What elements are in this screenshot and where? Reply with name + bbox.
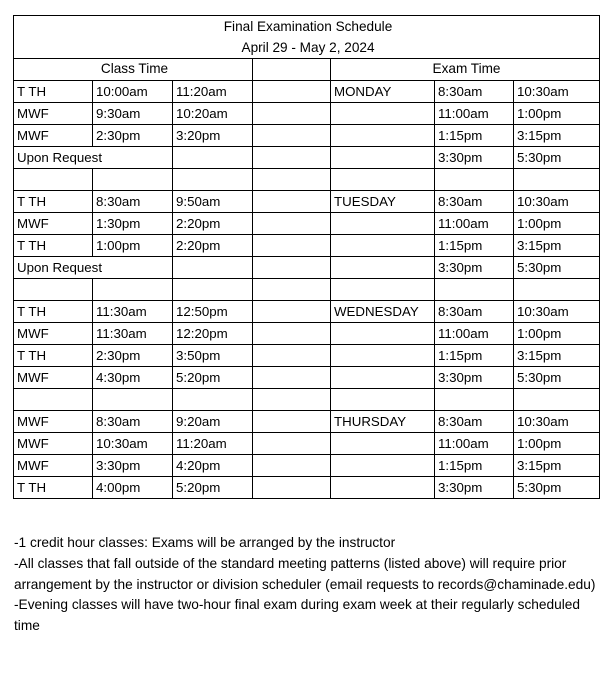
- exam-start-cell: 3:30pm: [435, 367, 514, 389]
- gap-cell: [253, 81, 331, 103]
- class-end-cell: 2:20pm: [173, 235, 253, 257]
- exam-end-cell: 5:30pm: [514, 147, 600, 169]
- class-end-cell: 12:50pm: [173, 301, 253, 323]
- gap-cell: [253, 455, 331, 477]
- exam-day-cell: [331, 125, 435, 147]
- spacer-cell: [435, 169, 514, 191]
- class-start-cell: 11:30am: [93, 301, 173, 323]
- table-row: [14, 257, 600, 279]
- exam-start-cell: 11:00am: [435, 323, 514, 345]
- class-start-cell: 1:00pm: [93, 235, 173, 257]
- class-end-cell: 5:20pm: [173, 367, 253, 389]
- class-pattern-cell: T TH: [14, 191, 93, 213]
- exam-day-cell: [331, 257, 435, 279]
- exam-day-cell: TUESDAY: [331, 191, 435, 213]
- class-pattern-cell: Upon Request: [14, 257, 173, 279]
- class-start-cell: 2:30pm: [93, 345, 173, 367]
- class-pattern-cell: MWF: [14, 367, 93, 389]
- spacer-cell: [93, 279, 173, 301]
- class-start-cell: 2:30pm: [93, 125, 173, 147]
- exam-end-cell: 5:30pm: [514, 257, 600, 279]
- table-row: [14, 81, 600, 103]
- final-exam-schedule-table: [13, 15, 600, 499]
- gap-cell: [253, 433, 331, 455]
- class-start-cell: 8:30am: [93, 411, 173, 433]
- spacer-row: [14, 389, 600, 411]
- exam-day-cell: [331, 455, 435, 477]
- exam-day-cell: [331, 367, 435, 389]
- spacer-cell: [331, 279, 435, 301]
- class-start-cell: 4:00pm: [93, 477, 173, 499]
- gap-cell: [253, 301, 331, 323]
- schedule-table-body: [14, 16, 600, 499]
- exam-end-cell: 1:00pm: [514, 433, 600, 455]
- class-pattern-cell: MWF: [14, 103, 93, 125]
- class-pattern-cell: MWF: [14, 213, 93, 235]
- gap-cell: [253, 477, 331, 499]
- class-pattern-cell: MWF: [14, 411, 93, 433]
- spacer-row: [14, 169, 600, 191]
- class-start-cell: 3:30pm: [93, 455, 173, 477]
- class-start-cell: 8:30am: [93, 191, 173, 213]
- table-row: [14, 147, 600, 169]
- spacer-cell: [93, 169, 173, 191]
- spacer-cell: [173, 389, 253, 411]
- final-exam-schedule-table-wrapper: [13, 15, 599, 499]
- exam-day-cell: THURSDAY: [331, 411, 435, 433]
- exam-end-cell: 1:00pm: [514, 103, 600, 125]
- page-subtitle: April 29 - May 2, 2024: [241, 40, 375, 56]
- exam-end-cell: 1:00pm: [514, 323, 600, 345]
- spacer-cell: [514, 279, 600, 301]
- exam-end-cell: 10:30am: [514, 81, 600, 103]
- gap-cell: [253, 257, 331, 279]
- table-row: [14, 455, 600, 477]
- separator-header-cell: [253, 59, 331, 81]
- exam-day-cell: [331, 147, 435, 169]
- class-end-cell: 3:50pm: [173, 345, 253, 367]
- class-pattern-cell: T TH: [14, 235, 93, 257]
- exam-end-cell: 10:30am: [514, 301, 600, 323]
- table-row: [14, 411, 600, 433]
- class-end-cell: 4:20pm: [173, 455, 253, 477]
- class-pattern-cell: T TH: [14, 81, 93, 103]
- spacer-cell: [253, 279, 331, 301]
- gap-cell: [253, 191, 331, 213]
- class-end-cell: 11:20am: [173, 81, 253, 103]
- exam-day-cell: [331, 213, 435, 235]
- exam-start-cell: 1:15pm: [435, 125, 514, 147]
- note-item: -All classes that fall outside of the standard meeting patterns (listed above) will require prior arrangement by the instructor or division scheduler (email requests to records@chaminade.edu): [14, 555, 596, 592]
- spacer-cell: [14, 389, 93, 411]
- table-row: [14, 323, 600, 345]
- exam-start-cell: 3:30pm: [435, 477, 514, 499]
- exam-day-cell: [331, 103, 435, 125]
- class-start-cell: 10:30am: [93, 433, 173, 455]
- gap-cell: [253, 235, 331, 257]
- schedule-title-cell: [14, 16, 600, 59]
- exam-start-cell: 8:30am: [435, 411, 514, 433]
- table-row: [14, 301, 600, 323]
- exam-end-cell: 5:30pm: [514, 367, 600, 389]
- spacer-cell: [514, 169, 600, 191]
- exam-end-cell: 3:15pm: [514, 235, 600, 257]
- spacer-cell: [253, 389, 331, 411]
- note-item: -Evening classes will have two-hour final exam during exam week at their regularly scheduled time: [14, 597, 581, 634]
- class-end-cell: [173, 147, 253, 169]
- class-pattern-cell: MWF: [14, 433, 93, 455]
- class-start-cell: 9:30am: [93, 103, 173, 125]
- class-end-cell: 3:20pm: [173, 125, 253, 147]
- exam-time-header: Exam Time: [331, 59, 600, 81]
- schedule-group-header-row: [14, 59, 600, 81]
- exam-start-cell: 8:30am: [435, 81, 514, 103]
- exam-start-cell: 3:30pm: [435, 147, 514, 169]
- schedule-title-row: [14, 16, 600, 59]
- gap-cell: [253, 213, 331, 235]
- exam-day-cell: [331, 433, 435, 455]
- spacer-cell: [435, 279, 514, 301]
- table-row: [14, 103, 600, 125]
- class-pattern-cell: T TH: [14, 301, 93, 323]
- exam-start-cell: 11:00am: [435, 103, 514, 125]
- spacer-cell: [331, 389, 435, 411]
- gap-cell: [253, 411, 331, 433]
- spacer-cell: [14, 279, 93, 301]
- class-end-cell: 2:20pm: [173, 213, 253, 235]
- class-start-cell: 1:30pm: [93, 213, 173, 235]
- exam-day-cell: [331, 323, 435, 345]
- gap-cell: [253, 323, 331, 345]
- table-row: [14, 433, 600, 455]
- class-end-cell: 10:20am: [173, 103, 253, 125]
- spacer-cell: [253, 169, 331, 191]
- class-start-cell: 10:00am: [93, 81, 173, 103]
- schedule-notes: [14, 533, 598, 637]
- exam-start-cell: 1:15pm: [435, 235, 514, 257]
- class-pattern-cell: MWF: [14, 455, 93, 477]
- gap-cell: [253, 345, 331, 367]
- class-end-cell: 5:20pm: [173, 477, 253, 499]
- table-row: [14, 125, 600, 147]
- spacer-cell: [93, 389, 173, 411]
- exam-start-cell: 1:15pm: [435, 345, 514, 367]
- exam-end-cell: 10:30am: [514, 191, 600, 213]
- spacer-cell: [514, 389, 600, 411]
- exam-start-cell: 1:15pm: [435, 455, 514, 477]
- gap-cell: [253, 367, 331, 389]
- spacer-cell: [331, 169, 435, 191]
- gap-cell: [253, 147, 331, 169]
- exam-start-cell: 8:30am: [435, 301, 514, 323]
- exam-start-cell: 11:00am: [435, 433, 514, 455]
- class-time-header: Class Time: [14, 59, 253, 81]
- exam-day-cell: [331, 235, 435, 257]
- spacer-row: [14, 279, 600, 301]
- class-pattern-cell: MWF: [14, 125, 93, 147]
- spacer-cell: [173, 279, 253, 301]
- exam-start-cell: 11:00am: [435, 213, 514, 235]
- class-end-cell: 9:20am: [173, 411, 253, 433]
- class-end-cell: 12:20pm: [173, 323, 253, 345]
- table-row: [14, 213, 600, 235]
- exam-day-cell: MONDAY: [331, 81, 435, 103]
- spacer-cell: [173, 169, 253, 191]
- class-start-cell: 4:30pm: [93, 367, 173, 389]
- table-row: [14, 477, 600, 499]
- class-end-cell: 9:50am: [173, 191, 253, 213]
- table-row: [14, 191, 600, 213]
- class-pattern-cell: T TH: [14, 345, 93, 367]
- exam-start-cell: 3:30pm: [435, 257, 514, 279]
- table-row: [14, 235, 600, 257]
- gap-cell: [253, 103, 331, 125]
- page-title: Final Examination Schedule: [223, 19, 393, 34]
- exam-end-cell: 1:00pm: [514, 213, 600, 235]
- class-end-cell: [173, 257, 253, 279]
- class-pattern-cell: MWF: [14, 323, 93, 345]
- exam-start-cell: 8:30am: [435, 191, 514, 213]
- class-start-cell: 11:30am: [93, 323, 173, 345]
- class-end-cell: 11:20am: [173, 433, 253, 455]
- exam-end-cell: 3:15pm: [514, 125, 600, 147]
- exam-end-cell: 5:30pm: [514, 477, 600, 499]
- note-item: -1 credit hour classes: Exams will be arranged by the instructor: [14, 535, 396, 550]
- exam-day-cell: WEDNESDAY: [331, 301, 435, 323]
- class-pattern-cell: T TH: [14, 477, 93, 499]
- spacer-cell: [14, 169, 93, 191]
- spacer-cell: [435, 389, 514, 411]
- exam-day-cell: [331, 345, 435, 367]
- table-row: [14, 345, 600, 367]
- exam-end-cell: 10:30am: [514, 411, 600, 433]
- exam-end-cell: 3:15pm: [514, 455, 600, 477]
- exam-day-cell: [331, 477, 435, 499]
- gap-cell: [253, 125, 331, 147]
- class-pattern-cell: Upon Request: [14, 147, 173, 169]
- exam-end-cell: 3:15pm: [514, 345, 600, 367]
- table-row: [14, 367, 600, 389]
